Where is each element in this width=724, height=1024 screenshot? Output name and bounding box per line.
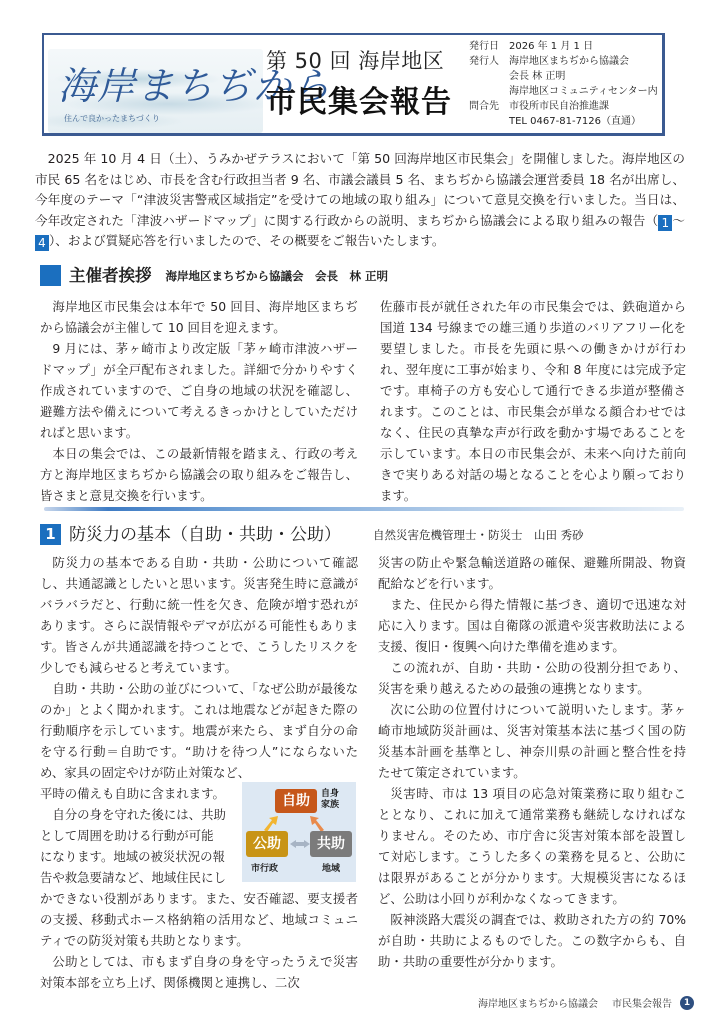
greeting-left-column bbox=[40, 296, 358, 506]
title-block bbox=[266, 45, 466, 121]
paragraph: 海岸地区市民集会は本年で 50 回目、海岸地区まちぢから協議会が主催して 10 回目を迎えます。 bbox=[40, 299, 358, 335]
greeting-title: 主催者挨拶 bbox=[69, 266, 152, 285]
paragraph: 9 月には、茅ヶ崎市より改定版「茅ヶ崎市津波ハザードマップ」が全戸配布されました。詳細で分かりやすく作成されていますので、ご自身の地域の状況を確認し、避難方法や備えについて考えるきっかけとしていただければと思います。 bbox=[40, 341, 358, 440]
logo-tagline: 住んで良かったまちづくり bbox=[64, 114, 160, 123]
text-line: になります。地域の被災状況の報 bbox=[40, 849, 225, 864]
range-separator: ～ bbox=[672, 212, 686, 228]
section1-heading bbox=[40, 520, 584, 545]
section-badge-4: 4 bbox=[35, 235, 49, 251]
page-title: 市民集会報告 bbox=[266, 85, 452, 120]
paragraph: 災害の防止や緊急輸送道路の確保、避難所開設、物資配給などを行います。 bbox=[378, 555, 686, 591]
paragraph: この流れが、自助・共助・公助の役割分担であり、災害を乗り越えるための最強の連携となります。 bbox=[378, 660, 686, 696]
meta-key bbox=[469, 69, 509, 84]
paragraph: 自助・共助・公助の並びについて、「なぜ公助が最後なのか」とよく聞かれます。これは地震などが起きた際の行動順序を示しています。地震が来たら、まず自分の命を守る行動＝自助です。“助けを待つ人”にならないため、家具の固定やけが防止対策など、 bbox=[40, 681, 358, 780]
intro-text-end: ）、および質疑応答を行いましたので、その概要をご報告いたします。 bbox=[49, 233, 445, 248]
section-badge-1: 1 bbox=[658, 215, 672, 231]
square-bullet-icon bbox=[40, 265, 61, 286]
paragraph: 佐藤市長が就任された年の市民集会では、鉄砲道から国道 134 号線までの雄三通り歩道のバリアフリー化を要望しました。市長を先頭に県への働きかけが行われ、翌年度に工事が始まり、令和 8 年度には完成予定です。車椅子の方も安心して通行できる歩道が整備されます。このことは、市民集会が単なる顔合わせではなく、住民の真摯な声が行政を動かす場であることを示しています。本日の市民集会が、未来へ向けた前向きで実りある対話の場となることを心より願っております。 bbox=[380, 299, 686, 503]
section-divider bbox=[44, 507, 684, 511]
text-line: 告や救急要請など、地域住民にし bbox=[40, 870, 226, 885]
self-help-caption: 自身 家族 bbox=[321, 789, 340, 810]
mutual-aid-diagram bbox=[242, 782, 356, 882]
publication-info bbox=[469, 39, 658, 129]
text-line: 平時の備えも自助に含まれます。 bbox=[40, 786, 225, 801]
meta-key bbox=[469, 114, 509, 129]
meta-row bbox=[469, 69, 658, 84]
section1-right-column bbox=[378, 552, 686, 972]
paragraph: 本日の集会では、この最新情報を踏まえ、行政の考え方と海岸地区まちぢから協議会の取り組みをご報告し、皆さまと意見交換を行います。 bbox=[40, 446, 358, 503]
newsletter-header bbox=[42, 33, 665, 136]
logo-title-text: 海岸まちぢから bbox=[58, 64, 332, 108]
greeting-author: 海岸地区まちぢから協議会 会長 林 正明 bbox=[165, 269, 389, 283]
section1-title: 防災力の基本（自助・共助・公助） bbox=[69, 525, 341, 545]
logo bbox=[48, 49, 332, 133]
intro-paragraph bbox=[35, 149, 685, 252]
meta-value: 市役所市民自治推進課 bbox=[509, 101, 609, 112]
mutual-help-caption: 地域 bbox=[322, 864, 341, 874]
meta-value: 会長 林 正明 bbox=[509, 71, 566, 82]
meta-row bbox=[469, 54, 658, 69]
paragraph: 災害時、市は 13 項目の応急対策業務に取り組むこととなり、これに加えて通常業務も継続しなければなりません。そのため、市庁舎に災害対策本部を設置して対応します。こうした多くの業務を見ると、公助には限界があることが分かります。大規模災害になるほど、公助は小回りが利かなくなってきます。 bbox=[378, 786, 686, 906]
paragraph: また、住民から得た情報に基づき、適切で迅速な対応に入ります。国は自衛隊の派遣や災害救助法による支援、復旧・復興へ向けた準備を進めます。 bbox=[378, 597, 686, 654]
page-footer bbox=[478, 995, 694, 1010]
meta-value: 海岸地区コミュニティセンター内 bbox=[509, 86, 658, 97]
text-line: として周囲を助ける行動が可能 bbox=[40, 828, 214, 843]
meta-key: 問合先 bbox=[469, 101, 499, 112]
meta-key: 発行人 bbox=[469, 56, 499, 67]
page-number: 1 bbox=[680, 996, 694, 1010]
meta-value: TEL 0467-81-7126（直通） bbox=[509, 116, 642, 127]
mutual-help-box: 共助 bbox=[310, 831, 352, 857]
section1-left-column bbox=[40, 552, 358, 993]
greeting-heading bbox=[40, 262, 388, 286]
meta-row bbox=[469, 39, 658, 54]
paragraph: かできない役割があります。また、安否確認、要支援者の支援、移動式ホース格納箱の活用など、地域コミュニティでの防災対策も共助となります。 bbox=[40, 891, 358, 948]
text-line: 自分の身を守れた後には、共助 bbox=[40, 807, 226, 822]
meta-row bbox=[469, 114, 658, 129]
public-help-caption: 市行政 bbox=[251, 864, 279, 874]
meta-row bbox=[469, 99, 658, 114]
footer-doc-title: 市民集会報告 bbox=[612, 999, 672, 1010]
wrap-text-around-diagram bbox=[40, 783, 240, 888]
meta-key bbox=[469, 84, 509, 99]
footer-org: 海岸地区まちぢから協議会 bbox=[478, 999, 598, 1010]
paragraph: 防災力の基本である自助・共助・公助について確認し、共通認識としたいと思います。災害発生時に意識がバラバラだと、行動に統一性を欠き、危険が増す恐れがあります。さらに誤情報やデマが広がる可能性もあります。皆さんが共通認識を持つことで、こうしたリスクを少しでも減らせると考えています。 bbox=[40, 555, 358, 675]
public-help-box: 公助 bbox=[246, 831, 288, 857]
meta-value: 海岸地区まちぢから協議会 bbox=[509, 56, 629, 67]
meta-row bbox=[469, 84, 658, 99]
paragraph: 次に公助の位置付けについて説明いたします。茅ヶ崎市地域防災計画は、災害対策基本法に基づく国の防災基本計画を基準とし、神奈川県の計画と整合性を持たせて策定されています。 bbox=[378, 702, 686, 780]
paragraph: 公助としては、市もまず自身の身を守ったうえで災害対策本部を立ち上げ、関係機関と連携し、二次 bbox=[40, 954, 358, 990]
meta-key: 発行日 bbox=[469, 41, 499, 52]
intro-text: 2025 年 10 月 4 日（土）、うみかぜテラスにおいて「第 50 回海岸地区市民集会」を開催しました。海岸地区の市民 65 名をはじめ、市長を含む行政担当者 9 名、市議会議員 5 名、まちぢから協議会運営委員 18 名が出席し、今年度のテーマ「“津波災害警戒区域指定”を受けての地域の取り組み」について意見交換を行いました。当日は、今年改定された「津波ハザードマップ」に関する行政からの説明、まちぢから協議会による取り組みの報告（ bbox=[35, 151, 685, 228]
paragraph: 阪神淡路大震災の調査では、救助された方の約 70%が自助・共助によるものでした。この数字からも、自助・共助の重要性が分かります。 bbox=[378, 912, 686, 969]
meta-value: 2026 年 1 月 1 日 bbox=[509, 41, 594, 52]
issue-title: 第 50 回 海岸地区 bbox=[266, 49, 445, 73]
self-help-box: 自助 bbox=[275, 789, 317, 813]
section1-author: 自然災害危機管理士・防災士 山田 秀砂 bbox=[373, 528, 584, 542]
greeting-right-column bbox=[380, 296, 686, 506]
section-number-badge: 1 bbox=[40, 524, 61, 545]
